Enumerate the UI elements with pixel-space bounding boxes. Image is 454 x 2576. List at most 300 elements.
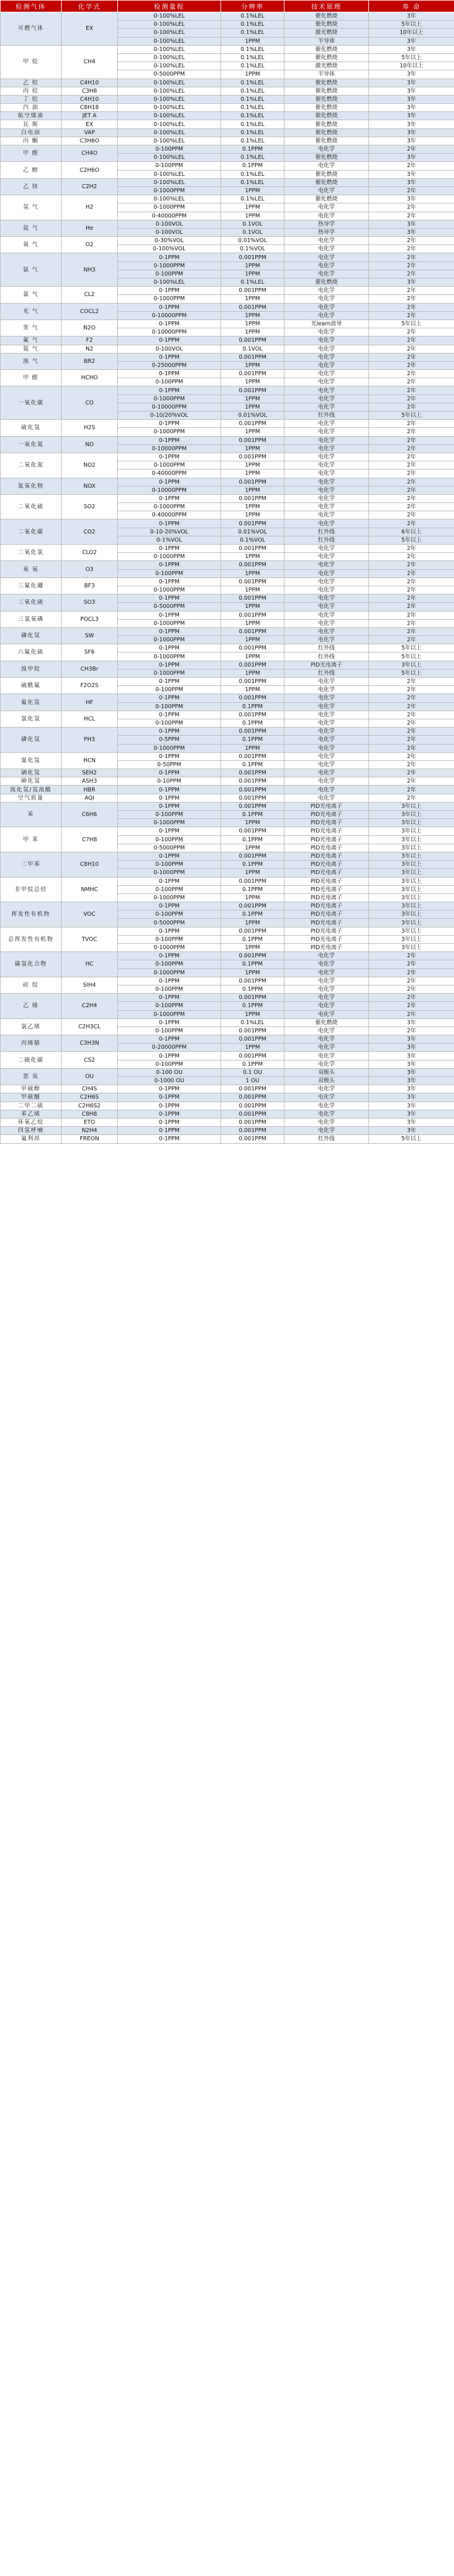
resolution-cell: 1PPM [221, 470, 284, 478]
technology-cell: 催化燃烧 [284, 45, 369, 53]
table-row [1, 253, 454, 261]
range-cell: 0-100PPM [118, 960, 221, 968]
resolution-cell: 0.1VOL [221, 220, 284, 228]
life-cell: 3年 [369, 220, 454, 228]
technology-cell: PID光电离子 [284, 861, 369, 869]
technology-cell: 电化学 [284, 519, 369, 528]
table-row [1, 728, 454, 736]
formula-cell: CH4S [62, 1085, 118, 1093]
range-cell: 0-1PPM [118, 1052, 221, 1060]
range-cell: 0-5000PPM [118, 603, 221, 611]
life-cell: 2年 [369, 303, 454, 311]
life-cell: 2年 [369, 145, 454, 154]
resolution-cell: 0.1PPM [221, 885, 284, 893]
range-cell: 0-100 OU [118, 1068, 221, 1076]
life-cell: 2年 [369, 444, 454, 453]
technology-cell: 电化学 [284, 636, 369, 644]
range-cell: 0-1PPM [118, 453, 221, 461]
table-row [1, 678, 454, 686]
technology-cell: 电化学 [284, 212, 369, 220]
table-row [1, 494, 454, 502]
life-cell: 2年 [369, 561, 454, 569]
table-row [1, 478, 454, 486]
technology-cell: 光learn波导 [284, 320, 369, 328]
resolution-cell: 0.001PPM [221, 1093, 284, 1102]
resolution-cell: 0.1PPM [221, 861, 284, 869]
range-cell: 0-1000PPM [118, 295, 221, 303]
table-row [1, 45, 454, 53]
range-cell: 0-100VOL [118, 228, 221, 236]
range-cell: 0-1000PPM [118, 503, 221, 511]
life-cell: 2年 [369, 760, 454, 769]
life-cell: 3年 [369, 1085, 454, 1093]
life-cell: 2年 [369, 461, 454, 470]
resolution-cell: 1PPM [221, 395, 284, 403]
formula-cell: C3H3N [62, 1035, 118, 1052]
range-cell: 0-1PPM [118, 877, 221, 885]
gas-name-cell: 臭 氧 [1, 561, 62, 577]
life-cell: 3年 [369, 1068, 454, 1076]
table-row [1, 12, 454, 21]
range-cell: 0-1PPM [118, 386, 221, 395]
resolution-cell: 1PPM [221, 212, 284, 220]
life-cell: 3年以上 [369, 661, 454, 669]
technology-cell: 电化学 [284, 686, 369, 694]
formula-cell: SF6 [62, 644, 118, 661]
formula-cell: C3H6O [62, 137, 118, 145]
table-row [1, 711, 454, 719]
technology-cell: 电化学 [284, 736, 369, 744]
table-row [1, 927, 454, 935]
life-cell: 3年以上 [369, 844, 454, 852]
range-cell: 0-100PPM [118, 702, 221, 711]
life-cell: 2年 [369, 794, 454, 802]
gas-name-cell: 氟利昂 [1, 1135, 62, 1143]
resolution-cell: 1PPM [221, 819, 284, 827]
resolution-cell: 1PPM [221, 744, 284, 752]
gas-name-cell: 氟 气 [1, 337, 62, 345]
formula-cell: HCHO [62, 370, 118, 386]
gas-name-cell: 一氧化碳 [1, 386, 62, 420]
range-cell: 0-1000PPM [118, 461, 221, 470]
life-cell: 3年 [369, 1077, 454, 1085]
life-cell: 2年 [369, 977, 454, 985]
gas-name-cell: 氰化氢 [1, 752, 62, 769]
technology-cell: 电化学 [284, 711, 369, 719]
resolution-cell: 1PPM [221, 686, 284, 694]
life-cell: 3年以上 [369, 869, 454, 877]
technology-cell: 红外线 [284, 528, 369, 536]
life-cell: 2年 [369, 968, 454, 977]
resolution-cell: 0.001PPM [221, 436, 284, 444]
resolution-cell: 1PPM [221, 37, 284, 45]
resolution-cell: 0.001PPM [221, 994, 284, 1002]
range-cell: 0-100%LEL [118, 95, 221, 103]
resolution-cell: 0.1%LEL [221, 29, 284, 37]
technology-cell: 电化学 [284, 461, 369, 470]
resolution-cell: 1PPM [221, 569, 284, 577]
formula-cell: SIH4 [62, 977, 118, 993]
gas-name-cell: 瓦 斯 [1, 120, 62, 128]
table-row [1, 952, 454, 960]
range-cell: 0-5000PPM [118, 70, 221, 79]
formula-cell: SO3 [62, 594, 118, 611]
life-cell: 5年以上 [369, 1135, 454, 1143]
life-cell: 3年 [369, 178, 454, 186]
table-row [1, 79, 454, 87]
technology-cell: 催化燃烧 [284, 1018, 369, 1027]
resolution-cell: 1PPM [221, 669, 284, 677]
col-header-formula: 化学式 [62, 1, 118, 12]
technology-cell: 电化学 [284, 337, 369, 345]
technology-cell: 电化学 [284, 678, 369, 686]
range-cell: 0-1000PPM [118, 619, 221, 627]
resolution-cell: 0.001PPM [221, 386, 284, 395]
technology-cell: 催化燃烧 [284, 21, 369, 29]
life-cell: 10年以上 [369, 29, 454, 37]
life-cell: 3年以上 [369, 885, 454, 893]
gas-name-cell: 可燃气体 [1, 12, 62, 46]
table-row [1, 420, 454, 428]
technology-cell: 电化学 [284, 777, 369, 786]
formula-cell: C2H2 [62, 178, 118, 195]
life-cell: 5年以上 [369, 412, 454, 420]
resolution-cell: 0.1%LEL [221, 128, 284, 137]
range-cell: 0-100PPM [118, 885, 221, 893]
technology-cell: 电化学 [284, 420, 369, 428]
technology-cell: 电化学 [284, 1118, 369, 1126]
resolution-cell: 0.001PPM [221, 545, 284, 553]
life-cell: 2年 [369, 386, 454, 395]
technology-cell: 催化燃烧 [284, 95, 369, 103]
table-row [1, 902, 454, 910]
resolution-cell: 1PPM [221, 1044, 284, 1052]
resolution-cell: 0.001PPM [221, 786, 284, 794]
formula-cell: F2O2S [62, 678, 118, 694]
life-cell: 2年 [369, 162, 454, 170]
life-cell: 5年以上 [369, 644, 454, 653]
resolution-cell: 0.1%LEL [221, 95, 284, 103]
range-cell: 0-100PPM [118, 935, 221, 943]
range-cell: 0-100%LEL [118, 37, 221, 45]
formula-cell: O2 [62, 237, 118, 253]
gas-name-cell: 六氟化硫 [1, 644, 62, 661]
gas-detection-table [0, 0, 454, 1144]
resolution-cell: 0.1%LEL [221, 170, 284, 178]
resolution-cell: 0.1%LEL [221, 278, 284, 287]
table-row [1, 519, 454, 528]
life-cell: 2年 [369, 395, 454, 403]
technology-cell: 电化学 [284, 1093, 369, 1102]
resolution-cell: 1PPM [221, 893, 284, 902]
formula-cell: ETO [62, 1118, 118, 1126]
technology-cell: 电化学 [284, 395, 369, 403]
technology-cell: 电化学 [284, 378, 369, 386]
life-cell: 2年 [369, 636, 454, 644]
range-cell: 0-1PPM [118, 786, 221, 794]
life-cell: 2年 [369, 212, 454, 220]
gas-name-cell: 甲 醛 [1, 370, 62, 386]
formula-cell: BF3 [62, 577, 118, 594]
table-row [1, 611, 454, 619]
technology-cell: PID光电离子 [284, 944, 369, 952]
life-cell: 5年以上 [369, 536, 454, 544]
formula-cell: N2H4 [62, 1127, 118, 1135]
resolution-cell: 0.1%LEL [221, 120, 284, 128]
range-cell: 0-5000PPM [118, 919, 221, 927]
technology-cell: 红外线 [284, 536, 369, 544]
table-body [1, 12, 454, 1144]
technology-cell: 双极头 [284, 1068, 369, 1076]
range-cell: 0-1PPM [118, 977, 221, 985]
life-cell: 2年 [369, 428, 454, 436]
life-cell: 2年 [369, 786, 454, 794]
range-cell: 0-1PPM [118, 694, 221, 702]
life-cell: 2年 [369, 686, 454, 694]
technology-cell: 电化学 [284, 594, 369, 603]
formula-cell: CL2 [62, 287, 118, 303]
technology-cell: 电化学 [284, 985, 369, 993]
resolution-cell: 1PPM [221, 311, 284, 320]
formula-cell: FREON [62, 1135, 118, 1143]
technology-cell: 催化燃烧 [284, 195, 369, 203]
technology-cell: PID光电离子 [284, 902, 369, 910]
life-cell: 10年以上 [369, 62, 454, 70]
table-row [1, 877, 454, 885]
life-cell: 3年 [369, 112, 454, 120]
technology-cell: PID光电离子 [284, 893, 369, 902]
life-cell: 2年 [369, 370, 454, 378]
range-cell: 0-1000PPM [118, 586, 221, 594]
technology-cell: PID光电离子 [284, 819, 369, 827]
life-cell: 3年 [369, 1127, 454, 1135]
technology-cell: 电化学 [284, 968, 369, 977]
range-cell: 0-5000PPM [118, 844, 221, 852]
technology-cell: 电化学 [284, 586, 369, 594]
resolution-cell: 0.001PPM [221, 594, 284, 603]
life-cell: 3年以上 [369, 861, 454, 869]
life-cell: 3年以上 [369, 919, 454, 927]
formula-cell: NMHC [62, 877, 118, 902]
life-cell: 3年 [369, 70, 454, 79]
formula-cell: CLO2 [62, 545, 118, 561]
table-row [1, 1102, 454, 1110]
resolution-cell: 0.001PPM [221, 577, 284, 586]
resolution-cell: 0.001PPM [221, 977, 284, 985]
technology-cell: 电化学 [284, 603, 369, 611]
table-row [1, 370, 454, 378]
resolution-cell: 1PPM [221, 636, 284, 644]
resolution-cell: 0.1%LEL [221, 62, 284, 70]
life-cell: 3年以上 [369, 852, 454, 860]
formula-cell: C8H10 [62, 852, 118, 877]
resolution-cell: 0.001PPM [221, 1035, 284, 1044]
technology-cell: 电化学 [284, 760, 369, 769]
resolution-cell: 1PPM [221, 619, 284, 627]
range-cell: 0-1PPM [118, 1018, 221, 1027]
formula-cell: VAP [62, 128, 118, 137]
range-cell: 0-100PPM [118, 378, 221, 386]
formula-cell: CO [62, 386, 118, 420]
gas-name-cell: 二氧化氯 [1, 545, 62, 561]
life-cell: 2年 [369, 994, 454, 1002]
range-cell: 0-1PPM [118, 794, 221, 802]
gas-name-cell: 甲硫醚 [1, 1093, 62, 1102]
life-cell: 2年 [369, 569, 454, 577]
life-cell: 2年 [369, 678, 454, 686]
range-cell: 0-100VOL [118, 220, 221, 228]
table-row [1, 1085, 454, 1093]
resolution-cell: 0.001PPM [221, 644, 284, 653]
technology-cell: 电化学 [284, 353, 369, 361]
resolution-cell: 1PPM [221, 428, 284, 436]
formula-cell: COCL2 [62, 303, 118, 320]
technology-cell: 催化燃烧 [284, 178, 369, 186]
formula-cell: H2 [62, 195, 118, 220]
range-cell: 0-1000PPM [118, 653, 221, 661]
gas-name-cell: 磷化氢 [1, 728, 62, 753]
formula-cell: EX [62, 12, 118, 46]
table-header-row [1, 1, 454, 12]
life-cell: 3年以上 [369, 835, 454, 844]
life-cell: 2年 [369, 486, 454, 494]
range-cell: 0-1PPM [118, 370, 221, 378]
resolution-cell: 0.001PPM [221, 877, 284, 885]
life-cell: 3年 [369, 195, 454, 203]
range-cell: 0-1PPM [118, 827, 221, 835]
life-cell: 3年 [369, 1052, 454, 1060]
technology-cell: 电化学 [284, 577, 369, 586]
gas-name-cell: 砷化氢 [1, 777, 62, 786]
technology-cell: 电化学 [284, 145, 369, 154]
technology-cell: 催化燃烧 [284, 112, 369, 120]
technology-cell: 电化学 [284, 428, 369, 436]
resolution-cell: 0.1PPM [221, 1002, 284, 1010]
formula-cell: C2H6O [62, 162, 118, 178]
resolution-cell: 0.1%LEL [221, 45, 284, 53]
technology-cell: 催化燃烧 [284, 87, 369, 95]
range-cell: 0-1PPM [118, 627, 221, 635]
range-cell: 0-100%LEL [118, 195, 221, 203]
range-cell: 0-1PPM [118, 1110, 221, 1118]
resolution-cell: 0.001PPM [221, 494, 284, 502]
gas-name-cell: 三氟化硼 [1, 577, 62, 594]
life-cell: 2年 [369, 470, 454, 478]
life-cell: 3年以上 [369, 877, 454, 885]
resolution-cell: 1PPM [221, 1010, 284, 1018]
resolution-cell: 0.001PPM [221, 353, 284, 361]
formula-cell: AQI [62, 794, 118, 802]
range-cell: 0-100%LEL [118, 79, 221, 87]
formula-cell: C2H3CL [62, 1018, 118, 1035]
technology-cell: 电化学 [284, 511, 369, 519]
resolution-cell: 0.001PPM [221, 794, 284, 802]
range-cell: 0-1PPM [118, 1118, 221, 1126]
table-row [1, 694, 454, 702]
table-row [1, 386, 454, 395]
resolution-cell: 0.001PPM [221, 370, 284, 378]
resolution-cell: 0.001PPM [221, 1085, 284, 1093]
life-cell: 2年 [369, 378, 454, 386]
table-row [1, 594, 454, 603]
gas-name-cell: 二硫化碳 [1, 1052, 62, 1068]
range-cell: 0-1000PPM [118, 636, 221, 644]
life-cell: 3年 [369, 137, 454, 145]
life-cell: 5年以上 [369, 669, 454, 677]
gas-name-cell: 甲硫醇 [1, 1085, 62, 1093]
resolution-cell: 1PPM [221, 486, 284, 494]
range-cell: 0-1PPM [118, 852, 221, 860]
resolution-cell: 0.1%LEL [221, 79, 284, 87]
technology-cell: 电化学 [284, 694, 369, 702]
resolution-cell: 1PPM [221, 444, 284, 453]
resolution-cell: 0.001PPM [221, 661, 284, 669]
range-cell: 0-100PPM [118, 1002, 221, 1010]
range-cell: 0-100%LEL [118, 45, 221, 53]
technology-cell: 电化学 [284, 494, 369, 502]
technology-cell: 电化学 [284, 361, 369, 369]
resolution-cell: 1PPM [221, 511, 284, 519]
technology-cell: 激光燃烧 [284, 29, 369, 37]
resolution-cell: 0.001PPM [221, 1135, 284, 1143]
technology-cell: 电化学 [284, 1060, 369, 1068]
technology-cell: 催化燃烧 [284, 12, 369, 21]
gas-name-cell: 白电油 [1, 128, 62, 137]
life-cell: 2年 [369, 511, 454, 519]
life-cell: 2年 [369, 694, 454, 702]
technology-cell: 电化学 [284, 403, 369, 411]
gas-name-cell: 二甲苯 [1, 852, 62, 877]
life-cell: 3年 [369, 228, 454, 236]
technology-cell: PID光电离子 [284, 827, 369, 835]
resolution-cell: 0.001PPM [221, 561, 284, 569]
resolution-cell: 1PPM [221, 461, 284, 470]
resolution-cell: 0.001PPM [221, 769, 284, 777]
technology-cell: 半导体 [284, 37, 369, 45]
range-cell: 0-100%LEL [118, 29, 221, 37]
range-cell: 0-10000PPM [118, 444, 221, 453]
technology-cell: 电化学 [284, 960, 369, 968]
formula-cell: CH3Br [62, 661, 118, 677]
technology-cell: 电化学 [284, 702, 369, 711]
life-cell: 3年 [369, 1060, 454, 1068]
gas-name-cell: 硅 烷 [1, 977, 62, 993]
life-cell: 2年 [369, 960, 454, 968]
resolution-cell: 0.001PPM [221, 952, 284, 960]
range-cell: 0-100%LEL [118, 87, 221, 95]
life-cell: 3年以上 [369, 935, 454, 943]
life-cell: 2年 [369, 736, 454, 744]
range-cell: 0-10000PPM [118, 311, 221, 320]
technology-cell: 电化学 [284, 611, 369, 619]
resolution-cell: 0.001PPM [221, 777, 284, 786]
gas-detection-table-sheet [0, 0, 454, 1144]
formula-cell: He [62, 220, 118, 236]
range-cell: 0-10000PPM [118, 403, 221, 411]
resolution-cell: 1PPM [221, 586, 284, 594]
table-row [1, 220, 454, 228]
life-cell: 3年 [369, 1093, 454, 1102]
life-cell: 3年 [369, 95, 454, 103]
gas-name-cell: 氯 气 [1, 287, 62, 303]
technology-cell: 电化学 [284, 503, 369, 511]
resolution-cell: 0.001PPM [221, 1127, 284, 1135]
range-cell: 0-100%LEL [118, 12, 221, 21]
resolution-cell: 0.001PPM [221, 287, 284, 295]
formula-cell: POCL3 [62, 611, 118, 627]
technology-cell: 电化学 [284, 186, 369, 195]
gas-name-cell: 二氧化氮 [1, 453, 62, 478]
